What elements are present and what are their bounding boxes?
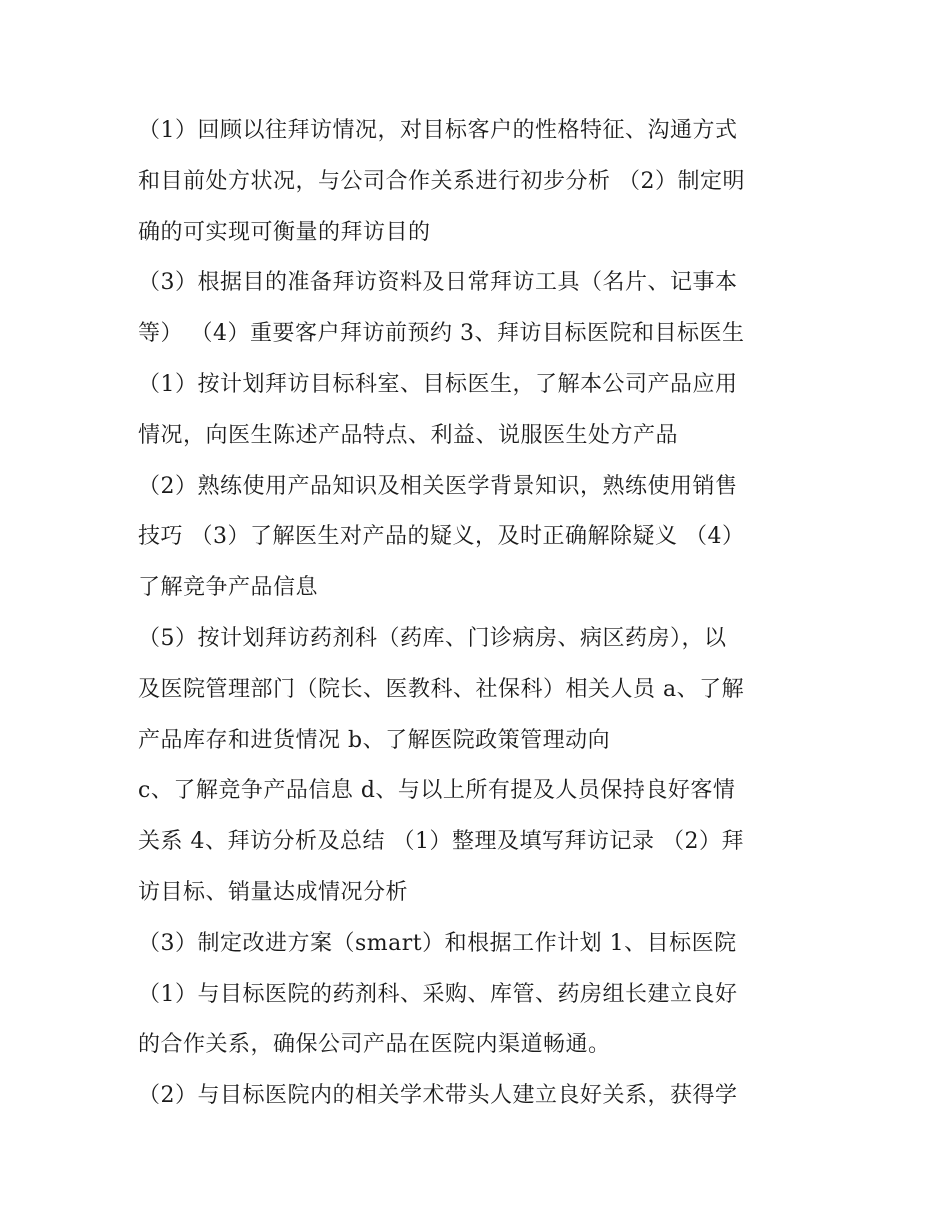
text-line: 及医院管理部门（院长、医教科、社保科）相关人员 a、了解 (138, 676, 745, 702)
text-line: 了解竞争产品信息 (138, 575, 319, 601)
text-line: 访目标、销量达成情况分析 (138, 879, 409, 905)
text-line: 情况，向医生陈述产品特点、利益、说服医生处方产品 (138, 422, 679, 448)
document-body (138, 106, 818, 1122)
text-line: 确的可实现可衡量的拜访目的 (138, 219, 431, 245)
text-line: （2）熟练使用产品知识及相关医学背景知识，熟练使用销售 (138, 473, 738, 499)
text-line: 产品库存和进货情况 b、了解医院政策管理动向 (138, 727, 611, 753)
text-line: c、了解竞争产品信息 d、与以上所有提及人员保持良好客情 (138, 778, 736, 804)
text-line: （3）制定改进方案（smart）和根据工作计划 1、目标医院 (138, 930, 737, 956)
text-line: 关系 4、拜访分析及总结 （1）整理及填写拜访记录 （2）拜 (138, 829, 744, 855)
text-line: （2）与目标医院内的相关学术带头人建立良好关系，获得学 (138, 1083, 738, 1109)
text-line: 和目前处方状况，与公司合作关系进行初步分析 （2）制定明 (138, 168, 745, 194)
text-line: 技巧 （3）了解医生对产品的疑义，及时正确解除疑义 （4） (138, 524, 745, 550)
text-line: （1）按计划拜访目标科室、目标医生，了解本公司产品应用 (138, 371, 738, 397)
text-line: 的合作关系，确保公司产品在医院内渠道畅通。 (138, 1032, 611, 1058)
text-line: 等） （4）重要客户拜访前预约 3、拜访目标医院和目标医生 (138, 321, 745, 347)
text-line: （5）按计划拜访药剂科（药库、门诊病房、病区药房），以 (138, 625, 727, 651)
text-line: （1）与目标医院的药剂科、采购、库管、药房组长建立良好 (138, 981, 738, 1007)
text-line: （3）根据目的准备拜访资料及日常拜访工具（名片、记事本 (138, 270, 738, 296)
text-line: （1）回顾以往拜访情况，对目标客户的性格特征、沟通方式 (138, 118, 738, 143)
